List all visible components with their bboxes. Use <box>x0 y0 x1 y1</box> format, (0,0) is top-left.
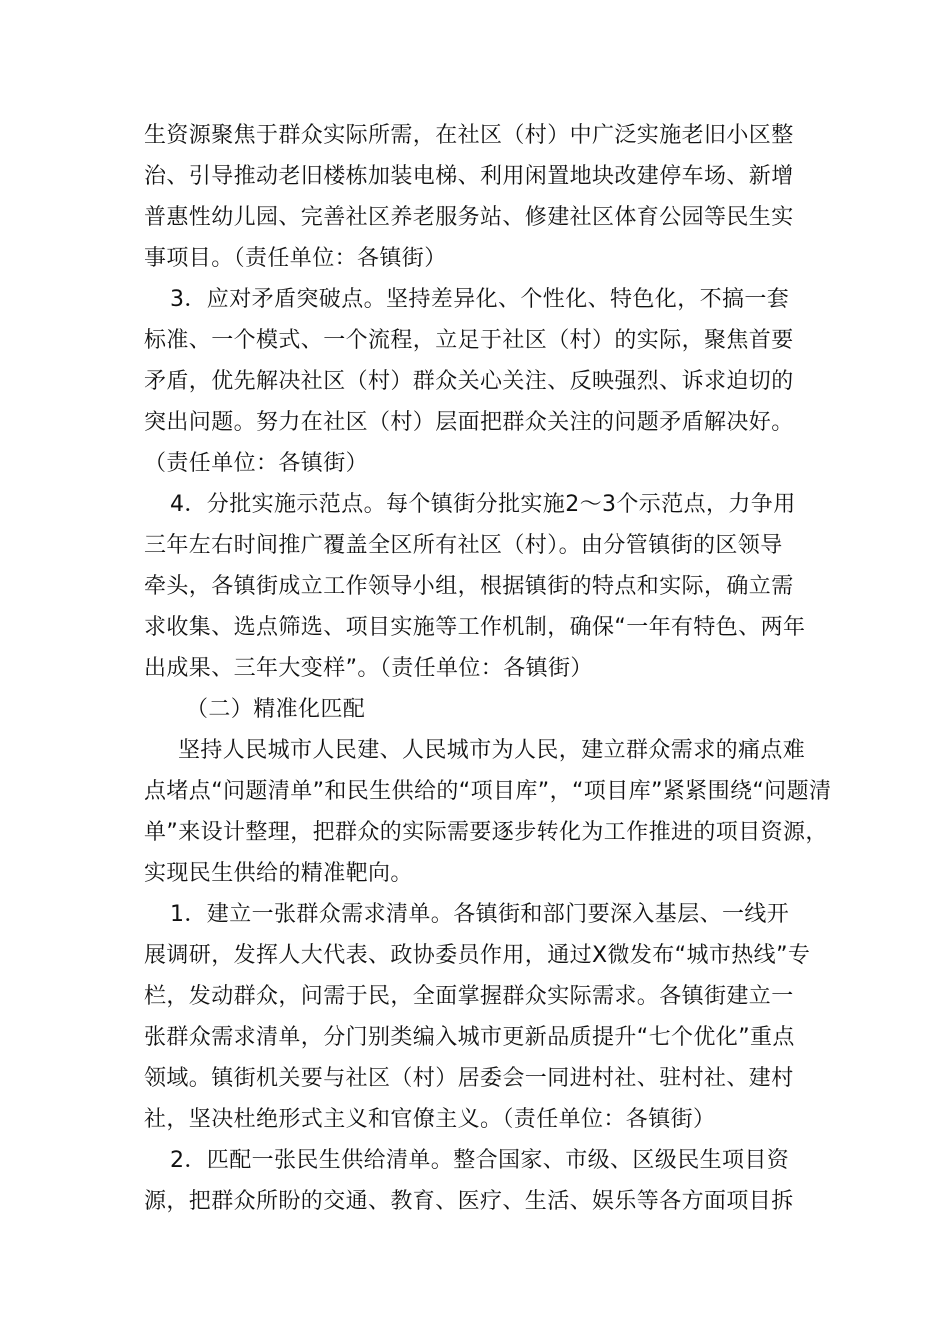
paragraph-line: 4．分批实施示范点。每个镇街分批实施2～3个示范点，力争用 <box>170 492 796 517</box>
paragraph-line: 事项目。（责任单位：各镇街） <box>144 246 447 271</box>
paragraph-line: 突出问题。努力在社区（村）层面把群众关注的问题矛盾解决好。 <box>144 410 794 435</box>
paragraph-line: 张群众需求清单，分门别类编入城市更新品质提升“七个优化”重点 <box>144 1025 795 1050</box>
paragraph-line: 栏，发动群众，问需于民，全面掌握群众实际需求。各镇街建立一 <box>144 984 794 1009</box>
paragraph-line: 展调研，发挥人大代表、政协委员作用，通过X微发布“城市热线”专 <box>144 943 811 968</box>
paragraph-line: 社，坚决杜绝形式主义和官僚主义。（责任单位：各镇街） <box>144 1107 716 1132</box>
paragraph-line: 单”来设计整理，把群众的实际需要逐步转化为工作推进的项目资源， <box>144 820 828 845</box>
paragraph-line: 实现民生供给的精准靶向。 <box>144 861 413 886</box>
paragraph-line: 1．建立一张群众需求清单。各镇街和部门要深入基层、一线开 <box>170 902 790 927</box>
paragraph-line: 领域。镇街机关要与社区（村）居委会一同进村社、驻村社、建村 <box>144 1066 794 1091</box>
paragraph-line: 出成果、三年大变样”。（责任单位：各镇街） <box>144 656 593 681</box>
paragraph-line: 2．匹配一张民生供给清单。整合国家、市级、区级民生项目资 <box>170 1148 790 1173</box>
paragraph-line: 坚持人民城市人民建、人民城市为人民，建立群众需求的痛点难 <box>178 738 806 763</box>
paragraph-line: 点堵点“问题清单”和民生供给的“项目库”，“项目库”紧紧围绕“问题清 <box>144 779 832 804</box>
paragraph-line: 源，把群众所盼的交通、教育、医疗、生活、娱乐等各方面项目拆 <box>144 1189 794 1214</box>
paragraph-line: 生资源聚焦于群众实际所需，在社区（村）中广泛实施老旧小区整 <box>144 123 794 148</box>
paragraph-line: 求收集、选点筛选、项目实施等工作机制，确保“一年有特色、两年 <box>144 615 806 640</box>
paragraph-line: 标准、一个模式、一个流程，立足于社区（村）的实际，聚焦首要 <box>144 328 794 353</box>
paragraph-line: 3．应对矛盾突破点。坚持差异化、个性化、特色化，不搞一套 <box>170 287 790 312</box>
paragraph-line: （责任单位：各镇街） <box>144 451 369 476</box>
paragraph-line: 牵头，各镇街成立工作领导小组，根据镇街的特点和实际，确立需 <box>144 574 794 599</box>
paragraph-line: 三年左右时间推广覆盖全区所有社区（村）。由分管镇街的区领导 <box>144 533 783 558</box>
section-heading: （二）精准化匹配 <box>186 697 366 722</box>
paragraph-line: 治、引导推动老旧楼栋加装电梯、利用闲置地块改建停车场、新增 <box>144 164 794 189</box>
paragraph-line: 普惠性幼儿园、完善社区养老服务站、修建社区体育公园等民生实 <box>144 205 794 230</box>
paragraph-line: 矛盾，优先解决社区（村）群众关心关注、反映强烈、诉求迫切的 <box>144 369 794 394</box>
